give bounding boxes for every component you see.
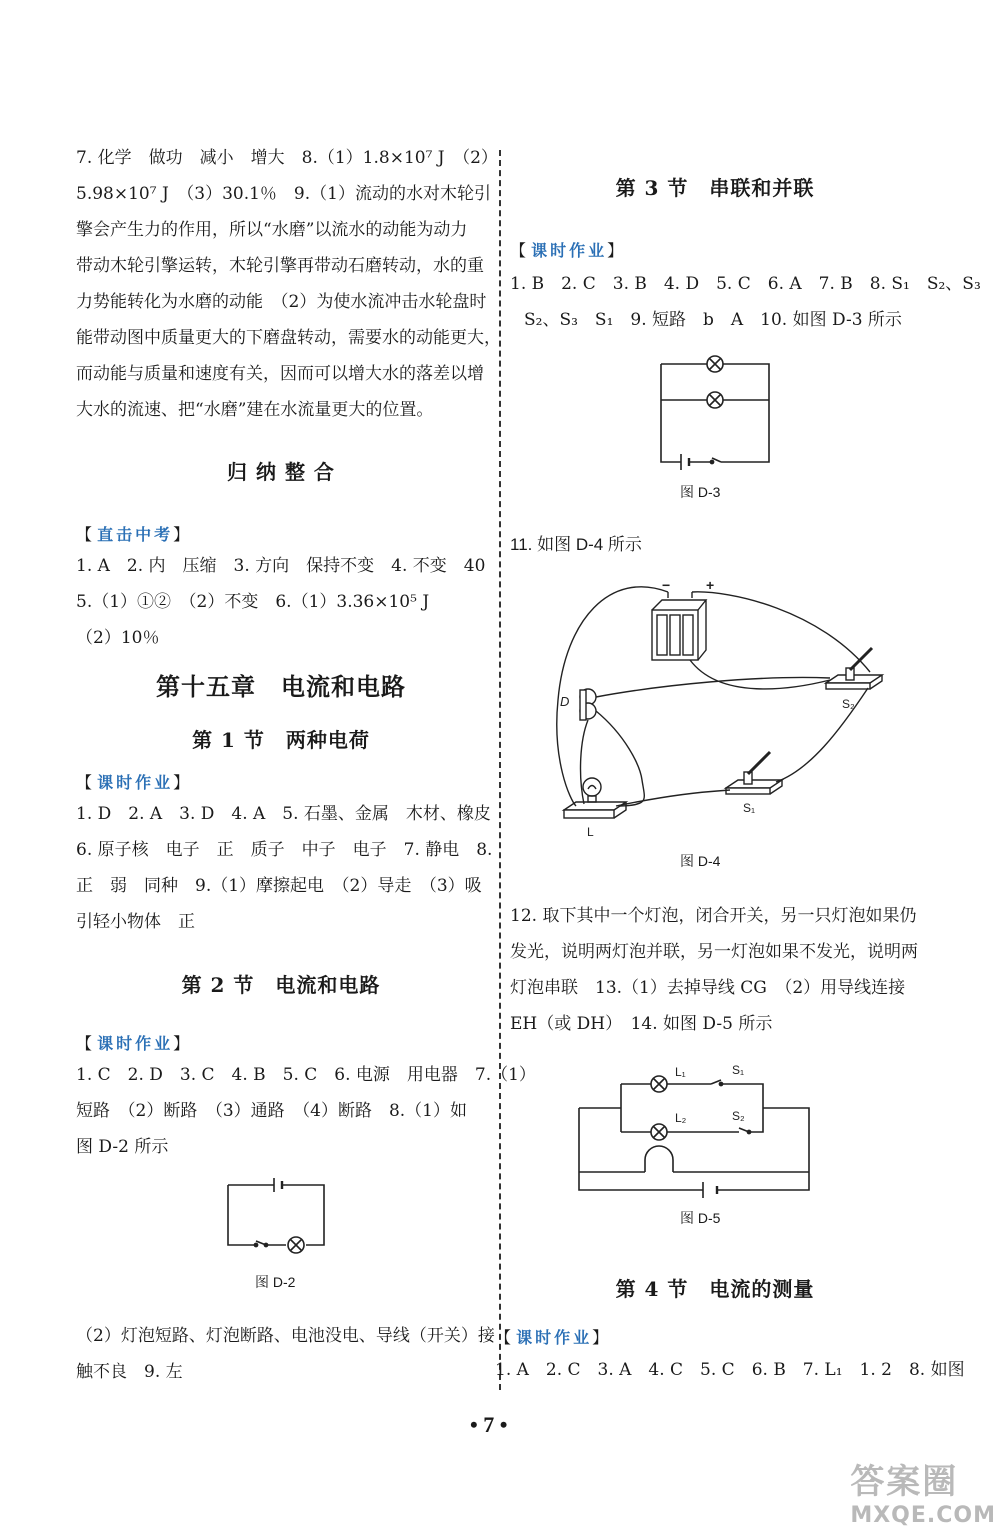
section-tag: 【 课时作业】 — [495, 1328, 609, 1347]
answer-text: 1. A 2. 内 压缩 3. 方向 保持不变 4. 不变 40 — [76, 556, 486, 576]
answer-text: 12. 取下其中一个灯泡，闭合开关，另一只灯泡如果仍 — [510, 906, 917, 926]
answer-text: 而动能与质量和速度有关，因而可以增大水的落差以增 — [76, 364, 484, 384]
switch-label: S₁ — [732, 1063, 745, 1077]
section-tag: 【 直击中考】 — [76, 525, 190, 544]
answer-text: 1. B 2. C 3. B 4. D 5. C 6. A 7. B 8. S₁ S₂、S₃ — [510, 274, 981, 294]
tag-label: 课时作业 — [516, 1328, 593, 1347]
tag-label: 直击中考 — [97, 525, 174, 544]
switch-label: S₁ — [743, 801, 756, 815]
tag-label: 课时作业 — [97, 1034, 174, 1053]
lamp-label: L₂ — [675, 1111, 687, 1125]
lamp-label: L₁ — [675, 1065, 686, 1079]
figure-caption: 图 D-3 — [680, 484, 721, 500]
page-number: • 7 • — [470, 1412, 508, 1437]
answer-text: 能带动图中质量更大的下磨盘转动，需要水的动能更大， — [76, 328, 501, 348]
circuit-diagram-d2 — [220, 1175, 330, 1255]
chapter-title: 第十五章 电流和电路 — [156, 672, 406, 701]
watermark-url: MXQE.COM — [850, 1503, 996, 1528]
answer-text: 短路 （2）断路 （3）通路 （4）断路 8.（1）如 — [76, 1101, 467, 1121]
answer-text: 力势能转化为水磨的动能 （2）为使水流冲击水轮盘时 — [76, 292, 487, 312]
bell-label: D — [560, 694, 570, 709]
answer-text: （2）灯泡短路、灯泡断路、电池没电、导线（开关）接 — [76, 1326, 495, 1346]
answer-text: S₂、S₃ S₁ 9. 短路 b A 10. 如图 D-3 所示 — [524, 310, 902, 330]
answer-text: 触不良 9. 左 — [76, 1362, 183, 1382]
figure-caption: 图 D-2 — [255, 1274, 296, 1290]
battery-terminal-label: − — [662, 577, 671, 593]
answer-text: 正 弱 同种 9.（1）摩擦起电 （2）导走 （3）吸 — [76, 876, 482, 896]
answer-text: 5.98×10⁷ J （3）30.1％ 9.（1）流动的水对木轮引 — [76, 184, 491, 204]
answer-text: 6. 原子核 电子 正 质子 中子 电子 7. 静电 8. — [76, 840, 493, 860]
answer-text: 1. A 2. C 3. A 4. C 5. C 6. B 7. L₁ 1. 2 8. 如图 — [495, 1360, 965, 1380]
answer-text: 1. C 2. D 3. C 4. B 5. C 6. 电源 用电器 7.（1） — [76, 1065, 536, 1085]
watermark — [850, 1454, 996, 1528]
watermark-logo: 答案圈 — [850, 1462, 959, 1502]
answer-text: 7. 化学 做功 减小 增大 8.（1）1.8×10⁷ J （2） — [76, 148, 498, 168]
answer-text: 带动木轮引擎运转，木轮引擎再带动石磨转动，水的重 — [76, 256, 484, 276]
answer-text: 擎会产生力的作用，所以“水磨”以流水的动能为动力 — [76, 220, 468, 240]
circuit-diagram-d5 — [575, 1060, 815, 1200]
answer-text: 1. D 2. A 3. D 4. A 5. 石墨、金属 木材、橡皮 — [76, 804, 491, 824]
section-heading: 归 纳 整 合 — [227, 460, 335, 484]
section-heading: 第 4 节 电流的测量 — [615, 1277, 815, 1301]
section-heading: 第 3 节 串联和并联 — [615, 176, 815, 200]
answer-text: 图 D-2 所示 — [76, 1137, 169, 1157]
answer-text: 5.（1）①② （2）不变 6.（1）3.36×10⁵ J — [76, 592, 430, 612]
answer-text: 大水的流速、把“水磨”建在水流量更大的位置。 — [76, 400, 434, 420]
switch-label: S₂ — [732, 1109, 745, 1123]
section-heading: 第 1 节 两种电荷 — [192, 728, 370, 752]
circuit-diagram-d3 — [655, 350, 775, 472]
answer-text: EH（或 DH） 14. 如图 D-5 所示 — [510, 1014, 773, 1034]
answer-text: 灯泡串联 13.（1）去掉导线 CG （2）用导线连接 — [510, 978, 906, 998]
section-heading: 第 2 节 电流和电路 — [181, 973, 381, 997]
battery-terminal-label: + — [706, 577, 715, 593]
answer-text: 引轻小物体 正 — [76, 912, 195, 932]
figure-caption: 图 D-5 — [680, 1210, 721, 1226]
answer-text: 发光，说明两灯泡并联，另一灯泡如果不发光，说明两 — [510, 942, 918, 962]
tag-label: 课时作业 — [97, 773, 174, 792]
section-tag: 【 课时作业】 — [76, 1034, 190, 1053]
tag-label: 课时作业 — [531, 241, 608, 260]
answer-text: 11. 如图 D-4 所示 — [510, 535, 642, 554]
column-divider — [499, 150, 501, 1390]
answer-text: （2）10％ — [76, 628, 160, 648]
wiring-diagram-d4 — [530, 560, 900, 845]
lamp-label: L — [587, 825, 594, 839]
figure-caption: 图 D-4 — [680, 853, 721, 869]
section-tag: 【 课时作业】 — [76, 773, 190, 792]
section-tag: 【 课时作业】 — [510, 241, 624, 260]
switch-label: S₂ — [842, 697, 855, 711]
